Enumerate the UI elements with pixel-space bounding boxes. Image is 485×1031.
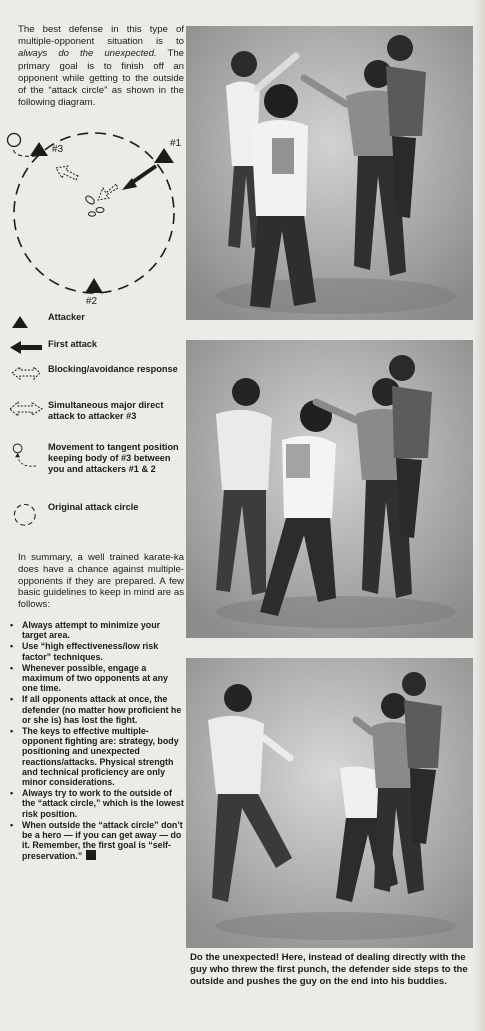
- legend-label: Simultaneous major direct attack to attacker #3: [48, 400, 164, 421]
- legend-label: First attack: [48, 339, 98, 349]
- intro-paragraph: [8, 24, 184, 109]
- legend-label: Movement to tangent position keeping body of #3 between you and attackers #1 & 2: [48, 442, 179, 474]
- attack-circle-diagram: [6, 128, 184, 306]
- defender-footprints: [89, 212, 96, 216]
- list-item: • Always attempt to minimize your target area.: [8, 620, 184, 640]
- legend-item-simultaneous: [8, 400, 184, 440]
- list-item: • Whenever possible, engage a maximum of two opponents at any one time.: [8, 663, 184, 694]
- list-item: • Use “high effectiveness/low risk factor” techniques.: [8, 641, 184, 661]
- legend-label: Original attack circle: [48, 502, 139, 512]
- legend-item-movement: [8, 442, 184, 482]
- legend-label: Blocking/avoidance response: [48, 364, 178, 374]
- list-item: [8, 820, 184, 862]
- blocking-arrow-icon: [8, 364, 48, 396]
- photo-caption: Do the unexpected! Here, instead of dealing directly with the guy who threw the first punch, the defender side steps to the outside and pushes the guy on the end into his buddies.: [190, 952, 468, 987]
- left-column: [8, 24, 184, 109]
- attacker-1-label: #1: [170, 138, 182, 149]
- intro-text: The best defense in this type of multiple-opponent situation is to: [18, 24, 184, 48]
- attack-circle-icon: [8, 502, 48, 534]
- tangent-position-circle: [8, 134, 21, 147]
- last-guideline-text: When outside the “attack circle” don’t be a hero — if you can get away — do it. Remember, the first goal is “self-preservation.”: [22, 819, 183, 862]
- photo-3: [186, 658, 473, 948]
- legend-item-attack-circle: [8, 502, 184, 542]
- list-item: • Always try to work to the outside of the “attack circle,” which is the lowest risk position.: [8, 788, 184, 819]
- attack-circle: [14, 133, 174, 293]
- list-item: • If all opponents attack at once, the defender (no matter how proficient he or she is) has lost the fight.: [8, 694, 184, 725]
- attacker-2-marker: [85, 278, 103, 293]
- attacker-1-marker: [154, 148, 174, 163]
- photo-1: [186, 26, 473, 320]
- list-item: • The keys to effective multiple-opponent fighting are: strategy, body positioning and unexpected reactions/attacks. Physical strength and technical proficiency are only minor considerations.: [8, 726, 184, 787]
- simultaneous-attack-arrow: [56, 166, 78, 180]
- movement-tangent-icon: [8, 442, 48, 474]
- intro-emphasis: always do the unexpected.: [18, 48, 157, 60]
- legend-item-blocking: [8, 364, 184, 404]
- legend-label: Attacker: [48, 312, 85, 322]
- end-of-article-mark: [86, 850, 96, 860]
- photo-2: [186, 340, 473, 638]
- guidelines-list: [8, 620, 184, 863]
- attacker-2-label: #2: [86, 296, 98, 306]
- simultaneous-attack-arrow-icon: [8, 400, 48, 432]
- summary-paragraph: In summary, a well trained karate-ka does have a chance against multiple-opponents if they are prepared. A few basic guidelines to keep in mind are as follows:: [18, 552, 184, 611]
- blocking-arrow: [98, 184, 118, 200]
- page-edge-shade: [473, 0, 485, 1031]
- intro-text-end: The primary goal is to finish off an opponent while getting to the outside of the “attack circle” as shown in the following diagram.: [18, 48, 184, 109]
- attacker-3-label: #3: [52, 144, 64, 155]
